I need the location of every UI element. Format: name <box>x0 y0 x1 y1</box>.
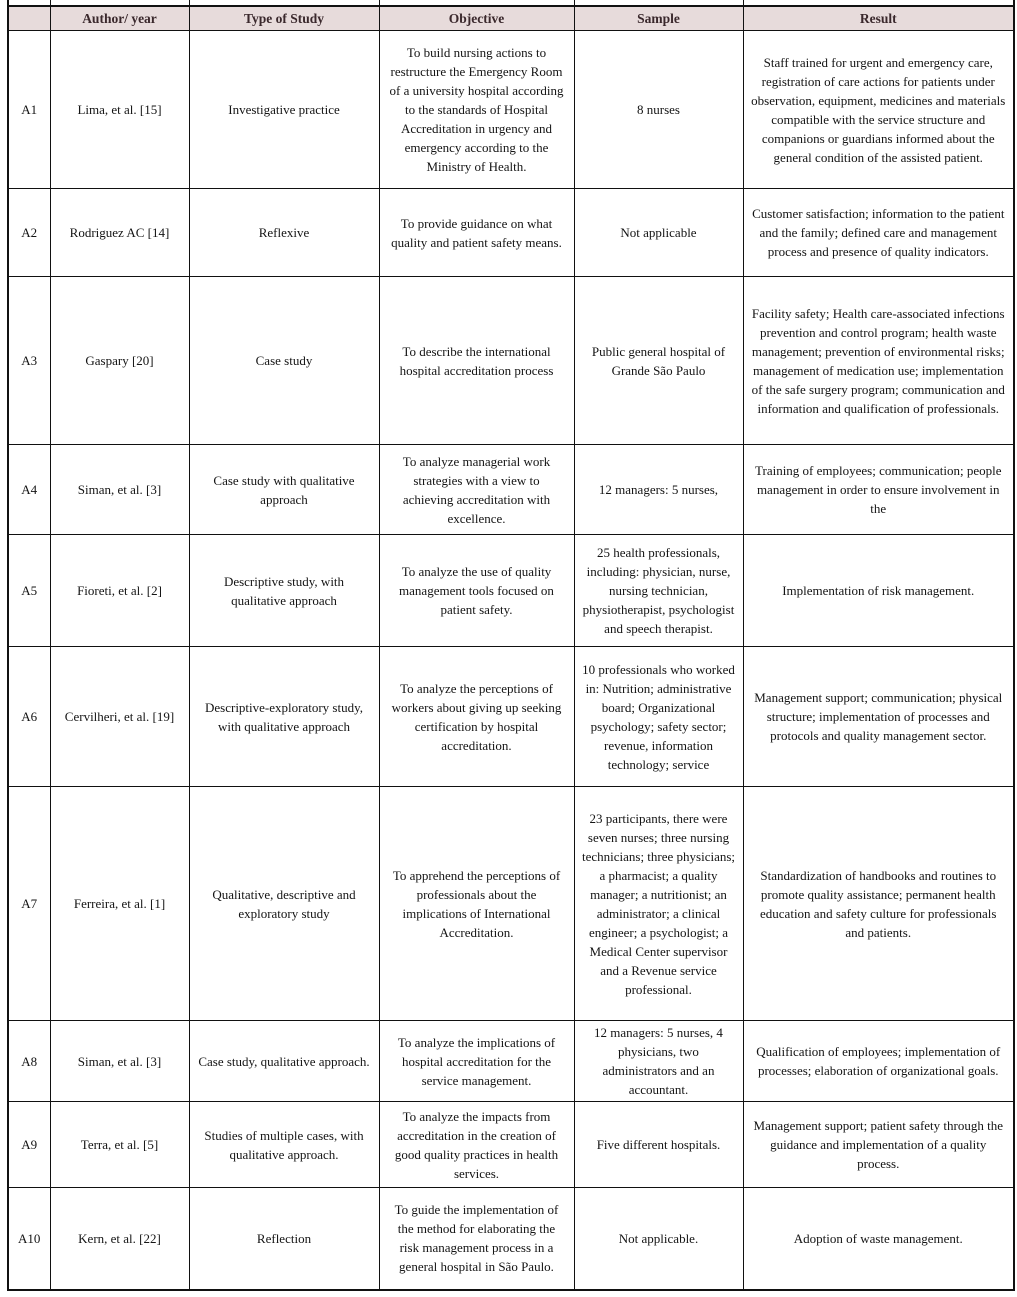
study-id-cell: A10 <box>8 1188 50 1290</box>
result-cell: Implementation of risk management. <box>743 535 1014 647</box>
sample-cell: Not applicable <box>574 189 743 277</box>
study-id-cell: A8 <box>8 1021 50 1102</box>
sample-cell: Not applicable. <box>574 1188 743 1290</box>
col-header-author: Author/ year <box>50 6 189 31</box>
objective-cell: To guide the implementation of the method for elaborating the risk management process in a general hospital in São Paulo. <box>379 1188 574 1290</box>
study-id-cell: A1 <box>8 31 50 189</box>
sample-cell: 10 professionals who worked in: Nutrition; administrative board; Organizational psychology; safety sector; revenue, information technology; service <box>574 647 743 787</box>
result-cell: Management support; patient safety through the guidance and implementation of a quality process. <box>743 1102 1014 1188</box>
studies-table <box>7 0 1015 1291</box>
objective-cell: To build nursing actions to restructure the Emergency Room of a university hospital according to the standards of Hospital Accreditation in urgency and emergency according to the Ministry of Health. <box>379 31 574 189</box>
col-header-objective: Objective <box>379 6 574 31</box>
type-cell: Investigative practice <box>189 31 379 189</box>
table-row <box>8 535 1014 647</box>
header-row <box>8 6 1014 31</box>
author-cell: Fioreti, et al. [2] <box>50 535 189 647</box>
result-cell: Qualification of employees; implementation of processes; elaboration of organizational goals. <box>743 1021 1014 1102</box>
sample-cell: 23 participants, there were seven nurses; three nursing technicians; three physicians; a pharmacist; a quality manager; a nutritionist; an administrator; a clinical engineer; a psychologist; a Medical Center supervisor and a Revenue service professional. <box>574 787 743 1021</box>
result-cell: Standardization of handbooks and routines to promote quality assistance; permanent health education and safety culture for professionals and patients. <box>743 787 1014 1021</box>
result-cell: Training of employees; communication; people management in order to ensure involvement in the <box>743 445 1014 535</box>
author-cell: Gaspary [20] <box>50 277 189 445</box>
objective-cell: To describe the international hospital accreditation process <box>379 277 574 445</box>
type-cell: Descriptive-exploratory study, with qualitative approach <box>189 647 379 787</box>
objective-cell: To analyze the implications of hospital accreditation for the service management. <box>379 1021 574 1102</box>
table-row <box>8 647 1014 787</box>
objective-cell: To analyze the use of quality management tools focused on patient safety. <box>379 535 574 647</box>
type-cell: Studies of multiple cases, with qualitative approach. <box>189 1102 379 1188</box>
table-row <box>8 1102 1014 1188</box>
table-row <box>8 189 1014 277</box>
objective-cell: To analyze managerial work strategies with a view to achieving accreditation with excellence. <box>379 445 574 535</box>
author-cell: Rodriguez AC [14] <box>50 189 189 277</box>
study-id-cell: A7 <box>8 787 50 1021</box>
author-cell: Lima, et al. [15] <box>50 31 189 189</box>
author-cell: Siman, et al. [3] <box>50 1021 189 1102</box>
table-row <box>8 445 1014 535</box>
table-row <box>8 31 1014 189</box>
result-cell: Facility safety; Health care-associated infections prevention and control program; health waste management; prevention of environmental risks; management of medication use; implementation of the safe surgery program; communication and information and qualification of professionals. <box>743 277 1014 445</box>
type-cell: Case study with qualitative approach <box>189 445 379 535</box>
result-cell: Customer satisfaction; information to the patient and the family; defined care and management process and presence of quality indicators. <box>743 189 1014 277</box>
type-cell: Reflection <box>189 1188 379 1290</box>
result-cell: Staff trained for urgent and emergency care, registration of care actions for patients under observation, equipment, medicines and materials compatible with the service structure and companions or guardians informed about the general condition of the assisted patient. <box>743 31 1014 189</box>
author-cell: Siman, et al. [3] <box>50 445 189 535</box>
study-id-cell: A3 <box>8 277 50 445</box>
study-id-cell: A6 <box>8 647 50 787</box>
study-id-cell: A2 <box>8 189 50 277</box>
type-cell: Descriptive study, with qualitative approach <box>189 535 379 647</box>
type-cell: Reflexive <box>189 189 379 277</box>
author-cell: Ferreira, et al. [1] <box>50 787 189 1021</box>
result-cell: Management support; communication; physical structure; implementation of processes and protocols and quality management sector. <box>743 647 1014 787</box>
sample-cell: 12 managers: 5 nurses, 4 physicians, two administrators and an accountant. <box>574 1021 743 1102</box>
table-row <box>8 1188 1014 1290</box>
col-header-sample: Sample <box>574 6 743 31</box>
objective-cell: To analyze the impacts from accreditation in the creation of good quality practices in health services. <box>379 1102 574 1188</box>
type-cell: Case study, qualitative approach. <box>189 1021 379 1102</box>
type-cell: Case study <box>189 277 379 445</box>
study-id-cell: A9 <box>8 1102 50 1188</box>
type-cell: Qualitative, descriptive and exploratory study <box>189 787 379 1021</box>
sample-cell: 8 nurses <box>574 31 743 189</box>
sample-cell: 25 health professionals, including: physician, nurse, nursing technician, physiotherapist, psychologist and speech therapist. <box>574 535 743 647</box>
col-header-type: Type of Study <box>189 6 379 31</box>
author-cell: Terra, et al. [5] <box>50 1102 189 1188</box>
sample-cell: Public general hospital of Grande São Paulo <box>574 277 743 445</box>
table-row <box>8 1021 1014 1102</box>
study-id-cell: A5 <box>8 535 50 647</box>
objective-cell: To analyze the perceptions of workers about giving up seeking certification by hospital accreditation. <box>379 647 574 787</box>
table-row <box>8 787 1014 1021</box>
col-header-id <box>8 6 50 31</box>
result-cell: Adoption of waste management. <box>743 1188 1014 1290</box>
objective-cell: To provide guidance on what quality and patient safety means. <box>379 189 574 277</box>
study-id-cell: A4 <box>8 445 50 535</box>
col-header-result: Result <box>743 6 1014 31</box>
author-cell: Cervilheri, et al. [19] <box>50 647 189 787</box>
sample-cell: 12 managers: 5 nurses, <box>574 445 743 535</box>
objective-cell: To apprehend the perceptions of professionals about the implications of International Accreditation. <box>379 787 574 1021</box>
author-cell: Kern, et al. [22] <box>50 1188 189 1290</box>
sample-cell: Five different hospitals. <box>574 1102 743 1188</box>
table-row <box>8 277 1014 445</box>
